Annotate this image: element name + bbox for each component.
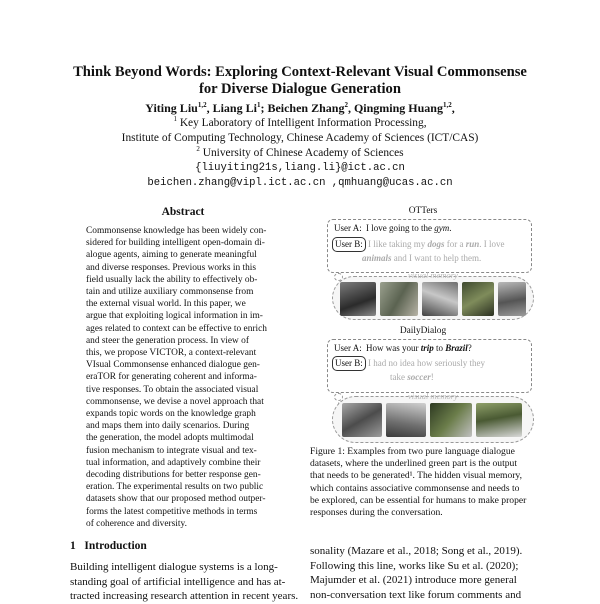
utterance-text: to <box>433 343 446 353</box>
keyword: Brazil <box>445 343 468 353</box>
caption-line: that needs to be generated¹. The hidden visual memory, <box>310 470 523 482</box>
memory-image-dogs <box>380 282 418 316</box>
memory-image-animals-2 <box>498 282 526 316</box>
utterance-text: I love going to the <box>366 223 435 233</box>
author-name: Qingming Huang <box>353 101 443 115</box>
utterance-text: for a <box>444 239 466 249</box>
abstract-line: and diverse responses. Previous works in this <box>86 262 257 273</box>
affiliation-1-line-1 <box>0 116 600 131</box>
keyword: soccer <box>407 372 431 382</box>
intro-line: non-conversation text like forum comments and <box>310 588 522 601</box>
user-b-utterance <box>332 356 485 371</box>
utterance-text: I had no idea how seriously they <box>368 358 485 368</box>
abstract-line: fusion mechanism to integrate visual and tex- <box>86 445 257 456</box>
utterance-text: How was your <box>366 343 421 353</box>
author-sep: , <box>206 101 213 115</box>
author-sep: ; <box>260 101 268 115</box>
abstract-line: commonsense, we devise a novel approach that <box>86 396 264 407</box>
keyword: dogs <box>427 239 445 249</box>
memory-image-soccer-2 <box>476 403 522 437</box>
intro-line: sonality (Mazare et al., 2018; Song et al., 2019). <box>310 545 523 557</box>
user-b-utterance-line-2 <box>390 371 434 384</box>
author-sup: 1,2 <box>442 101 452 109</box>
figure-1 <box>310 206 536 441</box>
author-name: Liang Li <box>212 101 257 115</box>
abstract-line: this, we propose VICTOR, a context-relevant <box>86 348 257 359</box>
abstract-line: eration. The experimental results on two public <box>86 482 264 493</box>
abstract-heading: Abstract <box>161 206 205 218</box>
keyword: animals <box>362 253 392 263</box>
abstract-line: forms the latest competitive methods in terms <box>86 506 258 517</box>
abstract-line: eraTOR for generating coherent and informa- <box>86 372 257 383</box>
speaker-label: User B: <box>332 237 366 252</box>
title-line-1: Think Beyond Words: Exploring Context-Relevant Visual Commonsense <box>73 64 527 80</box>
emails <box>0 161 600 191</box>
title-line-2: for Diverse Dialogue Generation <box>199 81 401 97</box>
utterance-text: . <box>449 223 452 233</box>
affiliation-sup: 1 <box>173 115 177 124</box>
speaker-label: User A: <box>334 343 362 353</box>
figure-dataset-title-dailydialog: DailyDialog <box>399 326 447 336</box>
author-name: Yiting Liu <box>145 101 198 115</box>
author-sup: 1 <box>256 101 261 109</box>
abstract-line: ages related to context can be effective to enrich <box>86 323 267 334</box>
caption-line: which contains associative commonsense and needs to <box>310 482 520 494</box>
abstract-line: sidered for building intelligent open-domain di- <box>86 238 265 249</box>
keyword: run <box>465 239 480 249</box>
intro-line: tracted increasing research attention in recent years. <box>70 590 299 602</box>
caption-line: responses during the conversation. <box>310 507 443 519</box>
keyword: gym <box>434 223 450 233</box>
abstract-line: tual information, and adaptively combine their <box>86 457 261 468</box>
affiliation-text: Key Laboratory of Intelligent Information Processing, <box>179 117 427 129</box>
introduction-body-left <box>70 560 299 604</box>
author-sup: 1,2 <box>197 101 207 109</box>
abstract-line: and maps them into daily scenarios. During <box>86 421 250 432</box>
abstract-line: datasets show that our proposed method outper- <box>86 494 266 505</box>
abstract-line: of coherence and diversity. <box>86 518 187 529</box>
user-a-utterance <box>332 222 452 235</box>
email-line-2[interactable]: beichen.zhang@vipl.ict.ac.cn ,qmhuang@ucas.ac.cn <box>147 177 453 189</box>
abstract-line: field usually lack the ability to effectively ob- <box>86 274 258 285</box>
figure-caption <box>310 446 536 519</box>
abstract-line: Commonsense knowledge has been widely con- <box>86 226 267 236</box>
section-title: Introduction <box>84 540 147 552</box>
abstract-line: the generation, the model adopts multimodal <box>86 433 254 444</box>
author-name: Beichen Zhang <box>267 101 345 115</box>
user-b-utterance-line-2 <box>362 252 481 265</box>
author-list <box>0 101 600 116</box>
intro-line: Building intelligent dialogue systems is a long- <box>70 561 278 573</box>
utterance-text: ! <box>430 372 434 382</box>
user-a-utterance <box>332 342 472 355</box>
affiliations <box>0 116 600 161</box>
caption-line: datasets, where the underlined green part is the output <box>310 458 517 470</box>
abstract-line: alogue agents, aiming to generate meaningful <box>86 250 257 261</box>
affiliation-sup: 2 <box>196 145 200 154</box>
abstract-line: the external visual world. In this paper, we <box>86 299 246 310</box>
abstract-line: tain and utilize auxiliary commonsense from <box>86 287 254 298</box>
user-b-utterance <box>332 237 505 252</box>
affiliation-2 <box>0 146 600 161</box>
caption-line: Figure 1: Examples from two pure language dialogue <box>310 446 515 457</box>
speaker-label: User B: <box>332 356 366 371</box>
visual-memory-label: visual memory <box>408 270 458 280</box>
email-line-1[interactable]: {liuyiting21s,liang.li}@ict.ac.cn <box>195 162 405 174</box>
introduction-section <box>70 540 299 604</box>
abstract-line: decoding distributions for better response gen- <box>86 470 261 481</box>
abstract-line: and steer the generation process. In view of <box>86 335 249 346</box>
abstract-section <box>70 206 296 530</box>
affiliation-text: University of Chinese Academy of Sciences <box>202 147 404 159</box>
section-number: 1 <box>70 540 76 552</box>
figure-dataset-title-otters: OTTers <box>408 206 438 216</box>
memory-image-run <box>422 282 458 316</box>
visual-memory-label: visual memory <box>408 391 458 401</box>
introduction-body-right <box>310 544 536 602</box>
speaker-label: User A: <box>334 223 362 233</box>
author-sup: 2 <box>344 101 348 109</box>
utterance-text: take <box>390 372 408 382</box>
utterance-text: . I love <box>479 239 505 249</box>
utterance-text: ? <box>467 343 472 353</box>
memory-image-brazil <box>386 403 426 437</box>
abstract-line: tive responses. To obtain the associated visual <box>86 384 259 395</box>
abstract-line: expands topic words on the knowledge graph <box>86 409 256 420</box>
author-sep: , <box>347 101 354 115</box>
keyword: trip <box>420 343 434 353</box>
utterance-text: I like taking my <box>368 239 428 249</box>
affiliation-1-line-2: Institute of Computing Technology, Chinese Academy of Sciences (ICT/CAS) <box>121 132 479 144</box>
abstract-body <box>70 225 296 530</box>
memory-image-soccer-1 <box>430 403 472 437</box>
memory-image-animals-1 <box>462 282 494 316</box>
memory-image-gym <box>340 282 376 316</box>
introduction-heading <box>70 540 296 552</box>
caption-line: be explored, can be essential for humans to make proper <box>310 494 527 506</box>
intro-line: standing goal of artificial intelligence and has at- <box>70 575 286 588</box>
author-sep: , <box>451 101 455 115</box>
memory-image-trip <box>342 403 382 437</box>
utterance-text: and I want to help them. <box>391 253 482 263</box>
abstract-line: argue that exploiting logical information in im- <box>86 311 263 322</box>
abstract-line: VIsual Commonsense enhanced dialogue gen- <box>86 360 260 371</box>
paper-title <box>0 64 600 98</box>
intro-line: Following this line, works like Su et al. (2020); <box>310 559 519 572</box>
intro-line: Majumder et al. (2021) introduce more general <box>310 574 517 586</box>
